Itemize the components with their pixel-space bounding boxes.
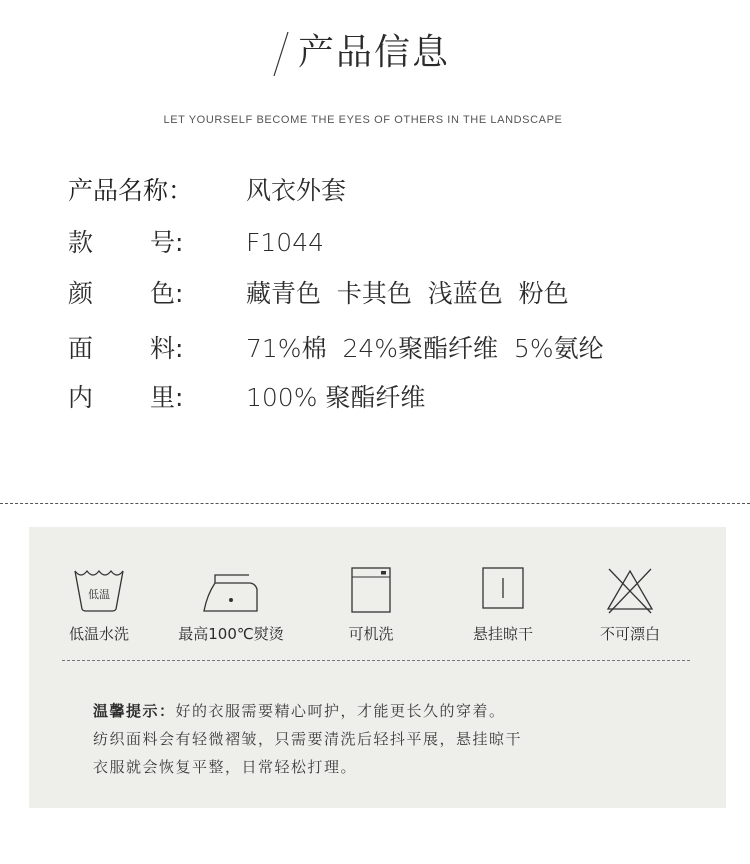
spec-label-fabric-a: 面 [68,334,94,363]
machine-wash-icon [341,565,401,617]
page-title: 产品信息 [298,32,451,73]
spec-label-lining-a: 内 [68,383,94,412]
spec-value-name: 风衣外套 [246,176,347,205]
care-label-no-bleach: 不可漂白 [599,625,660,643]
spec-label-lining-b: 里: [150,383,184,412]
hang-dry-icon [473,565,533,617]
spec-row-fabric [68,332,688,366]
care-item-iron [171,565,291,645]
care-tip [93,697,693,781]
care-tip-title: 温馨提示： [93,702,176,720]
care-divider [62,660,690,661]
spec-label-color-b: 色: [150,279,184,308]
care-label-hang-dry: 悬挂晾干 [472,625,533,643]
spec-value-lining: 100% 聚酯纤维 [246,383,426,412]
care-tip-text-1: 好的衣服需要精心呵护，才能更长久的穿着。 [175,702,506,720]
spec-value-color: 藏青色 卡其色 浅蓝色 粉色 [246,279,569,308]
iron-icon [201,565,261,617]
care-label-wash-low-temp: 低温水洗 [68,625,129,643]
care-item-hang-dry [443,565,563,645]
spec-label-name: 产品名称： [68,176,194,205]
spec-row-style [68,226,688,260]
spec-label-style-b: 号: [150,228,184,257]
no-bleach-icon [600,565,660,617]
spec-label-fabric-b: 料: [150,334,184,363]
section-divider [0,503,750,504]
spec-row-color [68,277,688,311]
spec-value-fabric: 71%棉 24%聚酯纤维 5%氨纶 [246,334,604,363]
care-tip-line-1 [93,697,693,725]
spec-label-style-a: 款 [68,228,94,257]
care-tip-line-3: 衣服就会恢复平整，日常轻松打理。 [93,758,358,776]
care-item-wash-low-temp [39,565,159,645]
care-tip-line-2: 纺织面料会有轻微褶皱，只需要清洗后轻抖平展，悬挂晾干 [93,730,523,748]
page-subtitle: LET YOURSELF BECOME THE EYES OF OTHERS IN THE LANDSCAPE [163,114,563,126]
care-instructions-panel [29,527,726,808]
spec-row-lining [68,381,688,415]
wash-low-temp-icon [69,565,129,617]
care-item-machine-wash [311,565,431,645]
wash-icon-text: 低温 [88,588,110,601]
care-label-machine-wash: 可机洗 [348,625,394,643]
care-item-no-bleach [570,565,690,645]
spec-row-name [68,174,688,208]
spec-label-color-a: 颜 [68,279,94,308]
spec-value-style: F1044 [246,228,325,257]
title-slash-decoration [272,30,290,78]
care-label-iron: 最高100℃熨烫 [178,625,284,643]
